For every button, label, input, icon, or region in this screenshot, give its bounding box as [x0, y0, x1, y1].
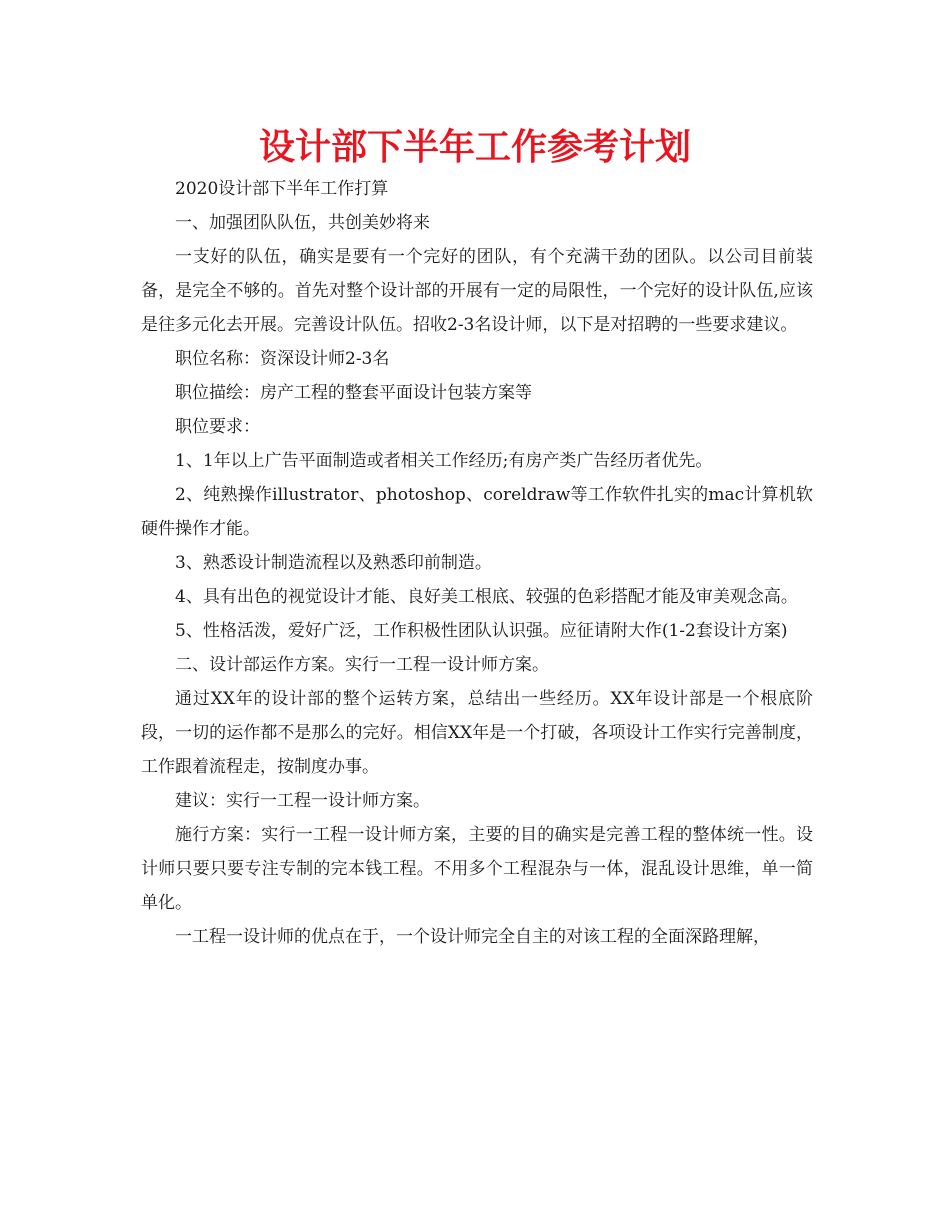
list-item: 1、1年以上广告平面制造或者相关工作经历;有房产类广告经历者优先。: [175, 451, 713, 471]
paragraph: 职位名称：资深设计师2-3名: [175, 349, 390, 369]
paragraph: 2020设计部下半年工作打算: [175, 179, 389, 199]
section-heading: 二、设计部运作方案。实行一工程一设计师方案。: [175, 655, 549, 675]
list-item: 5、性格活泼，爱好广泛，工作积极性团队认识强。应征请附大作(1-2套设计方案): [175, 621, 788, 641]
paragraph: 职位描绘：房产工程的整套平面设计包装方案等: [175, 383, 532, 403]
paragraph: 一支好的队伍，确实是要有一个完好的团队，有个充满干劲的团队。以公司目前装备，是完全不够的。首先对整个设计部的开展有一定的局限性，一个完好的设计队伍,应该是往多元化去开展。完善设计队伍。招收2-3名设计师，以下是对招聘的一些要求建议。: [141, 247, 813, 335]
paragraph: 通过XX年的设计部的整个运转方案，总结出一些经历。XX年设计部是一个根底阶段，一切的运作都不是那么的完好。相信XX年是一个打破，各项设计工作实行完善制度，工作跟着流程走，按制度办事。: [141, 689, 813, 777]
list-item: 3、熟悉设计制造流程以及熟悉印前制造。: [175, 553, 492, 573]
paragraph: 一工程一设计师的优点在于，一个设计师完全自主的对该工程的全面深路理解，: [175, 927, 770, 947]
document-title: 设计部下半年工作参考计划: [258, 127, 691, 168]
list-item: 4、具有出色的视觉设计才能、良好美工根底、较强的色彩搭配才能及审美观念高。: [175, 587, 798, 607]
paragraph: 职位要求：: [175, 417, 260, 437]
list-item: 2、纯熟操作illustrator、photoshop、coreldraw等工作软件扎实的mac计算机软硬件操作才能。: [141, 485, 813, 539]
paragraph: 建议：实行一工程一设计师方案。: [175, 791, 430, 811]
document-body: [141, 172, 813, 954]
paragraph: 施行方案：实行一工程一设计师方案，主要的目的确实是完善工程的整体统一性。设计师只要只要专注专制的完本钱工程。不用多个工程混杂与一体，混乱设计思维，单一简单化。: [141, 825, 813, 913]
section-heading: 一、加强团队队伍，共创美妙将来: [175, 213, 430, 233]
